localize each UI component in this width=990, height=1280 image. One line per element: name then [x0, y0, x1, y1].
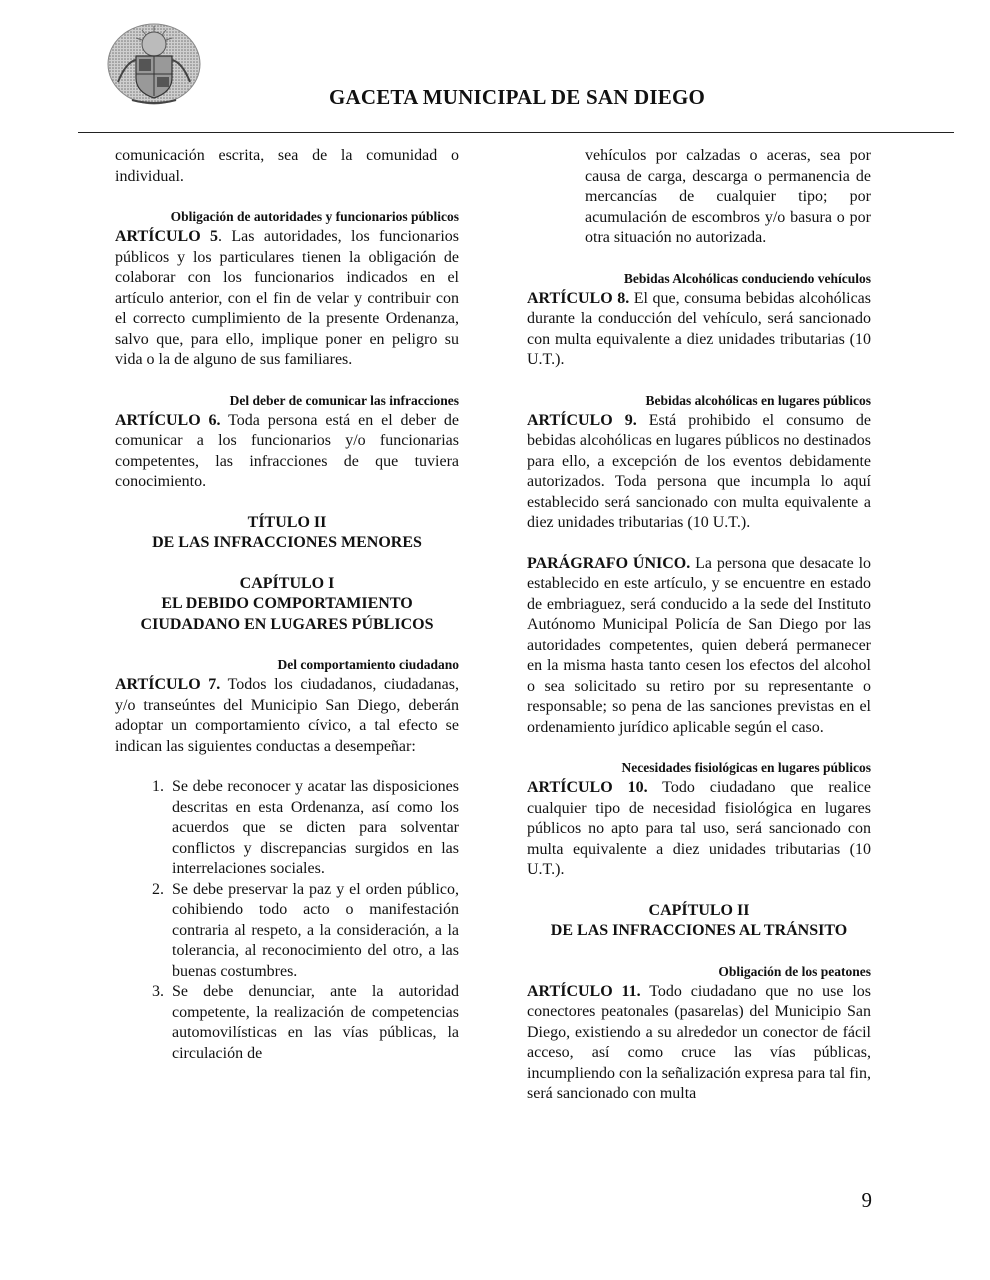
- list-number: 2.: [152, 880, 164, 898]
- titulo-line1: TÍTULO II: [247, 513, 327, 531]
- art5-text: . Las autoridades, los funcionarios públicos y los particulares tienen la obligación de colaborar con los funcionarios indicados en el artículo anterior, con el fin de velar y contribuir con el correcto cumplimiento de la presente Ordenanza, salvo que, para ello, implique poner en peligro su vida o la de alguno de sus familiares.: [115, 228, 460, 368]
- list-number: 3.: [152, 983, 164, 1000]
- list-text: Se debe denunciar, ante la autoridad competente, la realización de competencias automovilísticas en las vías públicas, la circulación de: [172, 983, 459, 1062]
- article-6: [115, 411, 459, 493]
- list-text: Se debe reconocer y acatar las disposiciones descritas en esta Ordenanza, así como los acuerdos que se dicten para solventar conflictos y discrepancias surgidos en las interrelaciones sociales.: [172, 778, 459, 877]
- left-column: [115, 146, 459, 1064]
- header-divider: [78, 132, 954, 133]
- capitulo-line1: CAPÍTULO I: [239, 574, 335, 592]
- article-7: [115, 675, 459, 757]
- art5-label: ARTÍCULO 5: [115, 228, 219, 245]
- list-item: [115, 777, 459, 880]
- capitulo2-line1: CAPÍTULO II: [648, 901, 750, 919]
- art10-heading: Necesidades fisiológicas en lugares públicos: [621, 760, 871, 775]
- art10-text: Todo ciudadano que realice cualquier tipo de necesidad fisiológica en lugares públicos no apto para tal uso, será sancionado con multa equivalente a diez unidades tributarias (10 U.T.).: [527, 779, 872, 878]
- art11-text: Todo ciudadano que no use los conectores peatonales (pasarelas) del Municipio San Diego, existiendo a su alrededor un conector de fácil acceso, así como cruce las vías públicas, incumpliendo con la señalización expresa para tal fin, será sancionado con multa: [527, 982, 872, 1102]
- capitulo-line2: EL DEBIDO COMPORTAMIENTO: [161, 595, 413, 612]
- article-9: [527, 411, 871, 534]
- article-8: [527, 289, 871, 371]
- titulo-line2: DE LAS INFRACCIONES MENORES: [152, 534, 422, 551]
- capitulo-line3: CIUDADANO EN LUGARES PÚBLICOS: [140, 615, 434, 633]
- art11-heading: Obligación de los peatones: [718, 963, 871, 979]
- art10-label: ARTÍCULO 10.: [527, 779, 648, 796]
- art6-text: Toda persona está en el deber de comunicar a los funcionarios y/o funcionarias competentes, las infracciones de que tuviera conocimiento.: [115, 411, 459, 490]
- art9-text: Está prohibido el consumo de bebidas alcohólicas en lugares públicos no destinados para ello, a excepción de los eventos debidamente autorizados. Toda persona que incumpla lo aquí establecido será sancionado con multa equivalente a diez unidades tributarias (10 U.T.).: [527, 411, 872, 531]
- list-text: Se debe preservar la paz y el orden público, cohibiendo todo acto o manifestación contraria al respeto, a la consideración, a la tolerancia, al reconocimiento del otro, a las buenas costumbres.: [172, 880, 459, 980]
- art8-heading: Bebidas Alcohólicas conduciendo vehículos: [623, 270, 871, 286]
- art8-label: ARTÍCULO 8.: [527, 289, 630, 307]
- art7-text: Todos los ciudadanos, ciudadanas, y/o transeúntes del Municipio San Diego, deberán adoptar un comportamiento cívico, a tal efecto se indican las siguientes conductas a desempeñar:: [115, 676, 460, 755]
- intro-text: comunicación escrita, sea de la comunidad o individual.: [115, 147, 459, 185]
- paragrafo-label: PARÁGRAFO ÚNICO.: [527, 554, 691, 572]
- art7-heading: Del comportamiento ciudadano: [277, 657, 459, 672]
- art11-label: ARTÍCULO 11.: [527, 982, 641, 1000]
- art7-label: ARTÍCULO 7.: [115, 676, 221, 693]
- list-number: 1.: [152, 778, 164, 795]
- paragrafo-text: La persona que desacate lo establecido en este artículo, y se encuentre en estado de embriaguez, será conducido a la sede del Instituto Autónomo Municipal Policía de San Diego por las autoridades competentes, quien deberá permanecer en la misma hasta tanto cesen los efectos del alcohol o sea solicitado su retiro por su representante o responsable; so pena de las sanciones previstas en el ordenamiento jurídico aplicable según el caso.: [527, 554, 872, 736]
- paragrafo-unico: [527, 554, 871, 739]
- art9-heading: Bebidas alcohólicas en lugares públicos: [645, 392, 871, 408]
- art9-label: ARTÍCULO 9.: [527, 411, 637, 429]
- list-item: [115, 880, 459, 983]
- art5-heading: Obligación de autoridades y funcionarios públicos: [170, 209, 459, 224]
- art8-text: El que, consuma bebidas alcohólicas durante la conducción del vehículo, será sancionado con multa equivalente a diez unidades tributarias (10 U.T.).: [527, 289, 871, 368]
- art6-heading: Del deber de comunicar las infracciones: [229, 392, 459, 408]
- art6-label: ARTÍCULO 6.: [115, 411, 221, 429]
- list-continuation: vehículos por calzadas o aceras, sea por causa de carga, descarga o permanencia de mercancías de cualquier tipo; por acumulación de escombros y/o basura o por otra situación no autorizada.: [585, 147, 871, 246]
- right-column: [527, 146, 871, 1105]
- list-item: [115, 982, 459, 1064]
- article-11: [527, 982, 871, 1105]
- page-number: 9: [861, 1188, 872, 1212]
- capitulo2-line2: DE LAS INFRACCIONES AL TRÁNSITO: [550, 922, 848, 939]
- gazette-title: GACETA MUNICIPAL DE SAN DIEGO: [328, 85, 706, 109]
- article-10: [527, 778, 871, 881]
- conduct-list: [115, 777, 459, 1064]
- article-5: [115, 227, 459, 371]
